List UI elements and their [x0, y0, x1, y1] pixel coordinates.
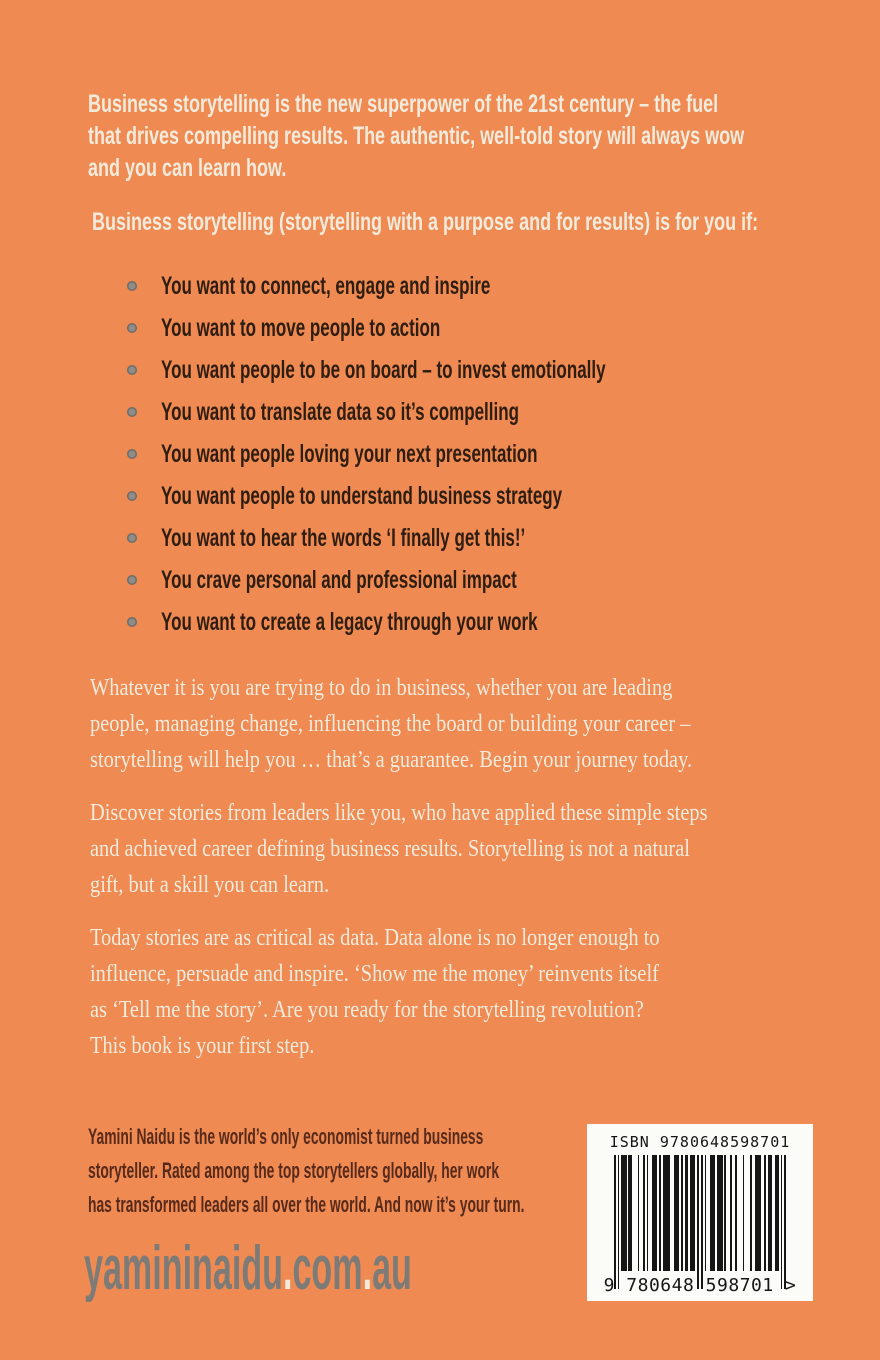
barcode-bar	[647, 1155, 649, 1271]
headline	[88, 88, 848, 184]
bullet-text: You want to move people to action	[161, 313, 441, 342]
isbn-label: ISBN 9780648598701	[609, 1133, 791, 1151]
barcode-bar	[621, 1155, 626, 1271]
barcode-bar	[697, 1155, 699, 1289]
bullet-item	[124, 349, 824, 391]
barcode-bar	[614, 1155, 616, 1289]
paragraph-line: influence, persuade and inspire. ‘Show me the money’ reinvents itself	[90, 961, 659, 987]
paragraph-line: Discover stories from leaders like you, who have applied these simple steps	[90, 800, 708, 826]
paragraph-line: gift, but a skill you can learn.	[90, 872, 330, 898]
barcode-bar	[735, 1155, 737, 1271]
barcode-bar	[681, 1155, 683, 1271]
website-char: n	[192, 1234, 213, 1303]
paragraph-line: Whatever it is you are trying to do in business, whether you are leading	[90, 675, 673, 701]
website-char: a	[372, 1234, 392, 1303]
bullet-dot-icon	[127, 533, 137, 543]
barcode-bar	[781, 1155, 783, 1289]
website-char: a	[102, 1234, 122, 1303]
barcode-bar	[768, 1155, 772, 1271]
bullet-text: You want to hear the words ‘I finally get this!’	[161, 523, 526, 552]
bullet-text: You want people loving your next presentation	[161, 439, 538, 468]
headline-line: and you can learn how.	[88, 154, 287, 182]
website-dot: .	[362, 1234, 373, 1303]
subheading	[92, 206, 852, 238]
website-char: i	[231, 1234, 242, 1303]
barcode-bar	[618, 1155, 620, 1289]
bullet-text: You want people to understand business strategy	[161, 481, 563, 510]
website-char: u	[262, 1234, 283, 1303]
bullet-dot-icon	[127, 407, 137, 417]
author-bio	[88, 1120, 568, 1222]
barcode-bar	[628, 1155, 632, 1271]
barcode	[587, 1124, 813, 1301]
barcode-bar	[710, 1155, 715, 1271]
paragraph-line: This book is your first step.	[90, 1033, 315, 1059]
bullet-item	[124, 433, 824, 475]
bullet-item	[124, 559, 824, 601]
barcode-bar	[750, 1155, 752, 1271]
body-paragraphs	[90, 670, 860, 1081]
bio-line: has transformed leaders all over the world. And now it’s your turn.	[88, 1192, 525, 1217]
website-char: u	[391, 1234, 412, 1303]
barcode-bar	[674, 1155, 679, 1271]
website-char: m	[121, 1234, 153, 1303]
subheading-text: Business storytelling (storytelling with a purpose and for results) is for you if:	[92, 208, 759, 236]
headline-line: Business storytelling is the new superpower of the 21st century – the fuel	[88, 90, 719, 118]
website-char: y	[84, 1234, 103, 1303]
barcode-bar	[659, 1155, 661, 1271]
bullet-item	[124, 391, 824, 433]
barcode-bar	[701, 1155, 703, 1289]
bullet-dot-icon	[127, 575, 137, 585]
website-char: m	[332, 1234, 363, 1303]
bullet-dot-icon	[127, 281, 137, 291]
barcode-bar	[764, 1155, 766, 1271]
bullet-dot-icon	[127, 617, 137, 627]
barcode-bar	[724, 1155, 726, 1271]
barcode-bar	[705, 1155, 707, 1271]
barcode-bar	[730, 1155, 732, 1271]
bio-line: storyteller. Rated among the top storytellers globally, her work	[88, 1158, 500, 1183]
barcode-bars	[614, 1155, 786, 1289]
bullet-dot-icon	[127, 491, 137, 501]
paragraph-line: as ‘Tell me the story’. Are you ready for the storytelling revolution?	[90, 997, 644, 1023]
website-char: i	[182, 1234, 193, 1303]
bio-line: Yamini Naidu is the world’s only economist turned business	[88, 1124, 484, 1149]
bullet-item	[124, 601, 824, 643]
barcode-bar	[775, 1155, 779, 1271]
website-char: c	[292, 1234, 312, 1303]
paragraph	[90, 920, 860, 1064]
website-char: i	[152, 1234, 162, 1303]
website-url	[84, 1234, 412, 1303]
barcode-bar	[638, 1155, 640, 1271]
barcode-bar	[784, 1155, 786, 1289]
website-char: d	[241, 1234, 263, 1303]
paragraph-line: and achieved career defining business results. Storytelling is not a natural	[90, 836, 690, 862]
bullet-item	[124, 517, 824, 559]
barcode-bar	[743, 1155, 745, 1271]
barcode-bar	[690, 1155, 695, 1271]
headline-line: that drives compelling results. The authentic, well-told story will always wow	[88, 122, 745, 150]
website-char: a	[212, 1234, 232, 1303]
website-char: n	[161, 1234, 183, 1303]
paragraph-line: storytelling will help you … that’s a guarantee. Begin your journey today.	[90, 747, 693, 773]
bullet-item	[124, 307, 824, 349]
bullet-text: You want people to be on board – to invest emotionally	[161, 355, 606, 384]
barcode-bar	[755, 1155, 760, 1271]
barcode-digits: 9 780648 598701 >	[603, 1275, 797, 1296]
bullet-dot-icon	[127, 449, 137, 459]
paragraph-line: people, managing change, influencing the board or building your career –	[90, 711, 691, 737]
paragraph	[90, 795, 860, 903]
barcode-bar	[717, 1155, 722, 1271]
website-dot: .	[282, 1234, 293, 1303]
barcode-bar	[643, 1155, 645, 1271]
bullet-list	[124, 265, 824, 643]
bullet-text: You want to create a legacy through your work	[161, 607, 538, 636]
bullet-dot-icon	[127, 365, 137, 375]
barcode-bar	[685, 1155, 689, 1271]
website-char: o	[311, 1234, 333, 1303]
bullet-text: You want to connect, engage and inspire	[161, 271, 491, 300]
bullet-dot-icon	[127, 323, 137, 333]
paragraph	[90, 670, 860, 778]
bullet-item	[124, 475, 824, 517]
bullet-item	[124, 265, 824, 307]
barcode-bar	[652, 1155, 657, 1271]
bullet-text: You crave personal and professional impact	[161, 565, 517, 594]
barcode-bar	[663, 1155, 670, 1271]
paragraph-line: Today stories are as critical as data. Data alone is no longer enough to	[90, 925, 660, 951]
bullet-text: You want to translate data so it’s compelling	[161, 397, 519, 426]
